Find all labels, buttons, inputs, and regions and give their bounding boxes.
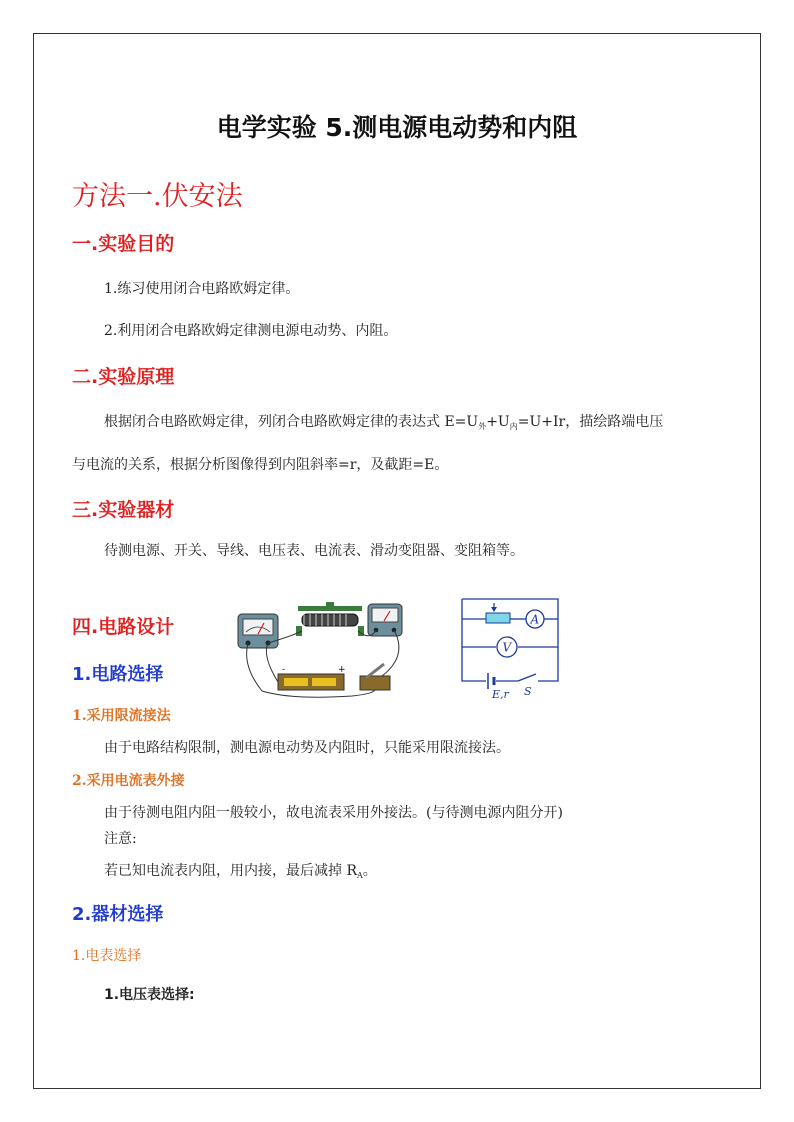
subscript-wai: 外 [478,422,487,431]
note-text-end: 。 [362,863,377,879]
principle-line-2: 与电流的关系，根据分析图像得到内阻斜率=r，及截距=E。 [72,457,449,473]
principle-text-a: 根据闭合电路欧姆定律，列闭合电路欧姆定律的表达式 E=U [104,414,479,430]
equipment-text: 待测电源、开关、导线、电压表、电流表、滑动变阻器、变阻箱等。 [104,543,524,559]
section-heading-principle: 二.实验原理 [72,366,175,388]
battery-icon [278,665,346,690]
apparatus-illustration [232,596,404,702]
external-text: 由于待测电阻内阻一般较小，故电流表采用外接法。(与待测电源内阻分开) [104,805,563,821]
switch-icon [360,664,390,690]
page-title: 电学实验 5.测电源电动势和内阻 [216,113,578,142]
subscript-a: A [357,871,363,880]
switch-symbol [518,674,536,681]
principle-text-c: =U+Ir，描绘路端电压 [517,414,664,430]
meter-left-icon [238,614,278,648]
battery-symbol [488,673,494,689]
section-heading-equipment: 三.实验器材 [72,499,175,521]
principle-line-1 [104,411,663,432]
rheostat-icon [296,602,364,636]
svg-text:+: + [338,665,346,675]
svg-text:-: - [282,665,286,675]
subheading-equipment-choice: 2.器材选择 [72,904,164,925]
purpose-item-2: 2.利用闭合电路欧姆定律测电源电动势、内阻。 [104,323,398,339]
method-heading: 方法一.伏安法 [72,181,243,212]
section-heading-purpose: 一.实验目的 [72,233,175,255]
voltmeter-label: V [502,640,512,655]
note-text [104,860,377,880]
subheading-circuit-choice: 1.电路选择 [72,664,164,685]
limit-current-text: 由于电路结构限制，测电源电动势及内阻时，只能采用限流接法。 [104,740,510,756]
source-label: E,r [492,688,509,699]
ammeter-label: A [530,612,540,627]
rheostat-symbol [486,613,510,623]
subheading-external: 2.采用电流表外接 [72,773,185,789]
subheading-meter-choice: 1.电表选择 [72,948,142,964]
meter-right-icon [368,604,402,636]
voltmeter-choice-item: 1.电压表选择: [104,987,195,1003]
subscript-nei: 内 [509,422,518,431]
purpose-item-1: 1.练习使用闭合电路欧姆定律。 [104,281,300,297]
note-label: 注意: [104,831,137,847]
subheading-limit-current: 1.采用限流接法 [72,708,171,724]
note-text-main: 若已知电流表内阻，用内接，最后减掉 R [104,863,357,879]
switch-label: S [524,685,532,698]
circuit-diagram [456,597,564,699]
section-heading-circuit: 四.电路设计 [72,616,175,638]
principle-text-b: +U [486,414,510,430]
